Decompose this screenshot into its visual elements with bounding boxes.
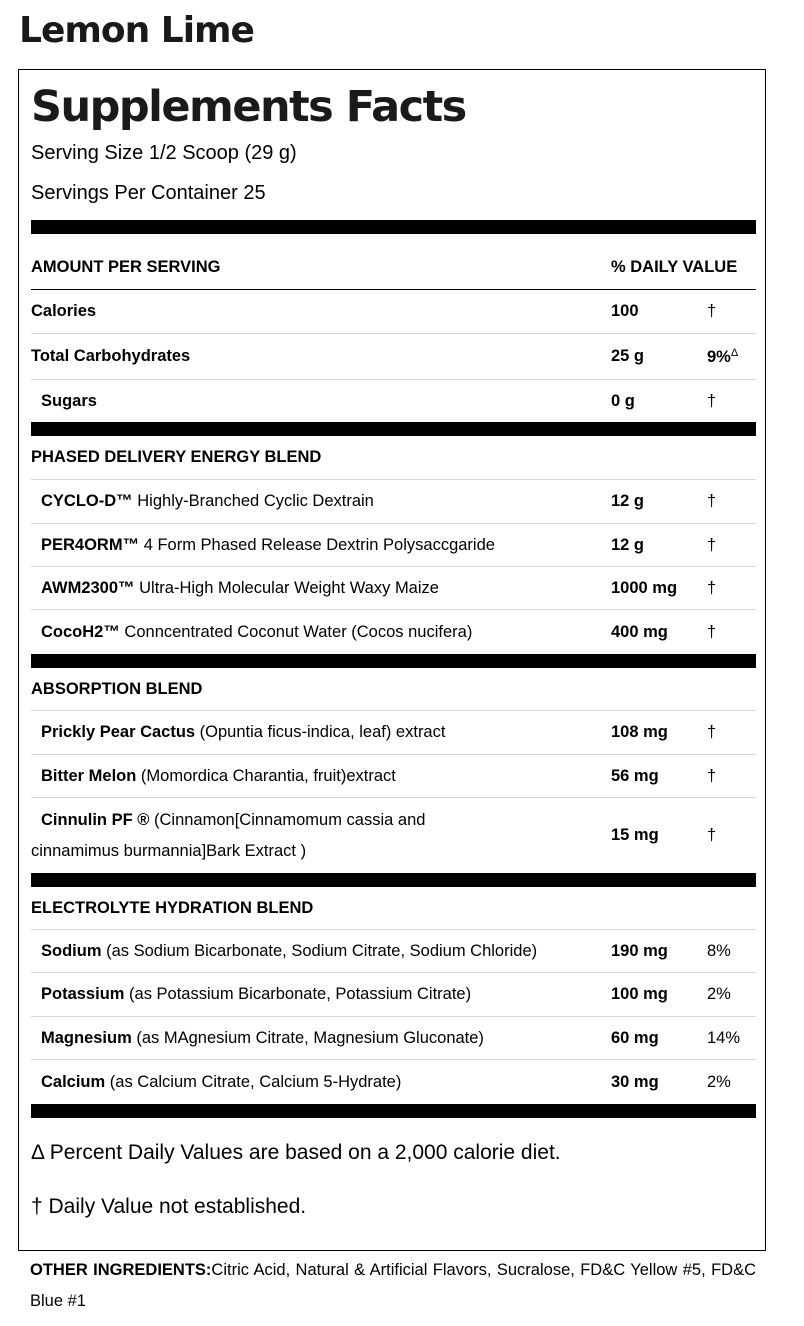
dagger-icon: † (707, 391, 717, 410)
ingredient-row: Magnesium (as MAgnesium Citrate, Magnesium Gluconate) 60 mg 14% (31, 1017, 756, 1060)
ingredient-row: Sodium (as Sodium Bicarbonate, Sodium Citrate, Sodium Chloride) 190 mg 8% (31, 930, 756, 973)
ingredient-row: CYCLO-D™ Highly-Branched Cyclic Dextrain 12 g † (31, 480, 756, 524)
ingredient-row: Calcium (as Calcium Citrate, Calcium 5-Hydrate) 30 mg 2% (41, 1072, 731, 1091)
dagger-icon: † (707, 578, 717, 597)
blend-title-electrolyte: ELECTROLYTE HYDRATION BLEND (31, 887, 756, 930)
other-ingredients-text: Citric Acid, Natural & Artificial Flavors, Sucralose, FD&C Yellow #5, FD&C Blue #1 (30, 1261, 756, 1310)
blend-title-absorption: ABSORPTION BLEND (31, 668, 756, 711)
panel-title: Supplements Facts (31, 82, 466, 132)
thick-divider (31, 220, 756, 234)
ingredient-row: Bitter Melon (Momordica Charantia, fruit)extract 56 mg † (31, 755, 756, 798)
nutrient-row-sugars: Sugars 0 g † (41, 391, 717, 410)
supplement-facts-panel (18, 69, 766, 1251)
ingredient-row: PER4ORM™ 4 Form Phased Release Dextrin Polysaccgaride 12 g † (31, 524, 756, 567)
dagger-icon: † (707, 535, 717, 554)
other-ingredients (30, 1255, 756, 1317)
dagger-icon: † (707, 766, 717, 785)
ingredient-row: Potassium (as Potassium Bicarbonate, Potassium Citrate) 100 mg 2% (31, 973, 756, 1017)
thick-divider (31, 654, 756, 668)
column-header-row (31, 246, 756, 290)
thick-divider (31, 422, 756, 436)
dagger-icon: † (707, 723, 717, 741)
nutrient-row-calories: Calories 100 † (31, 290, 756, 334)
ingredient-row: Prickly Pear Cactus (Opuntia ficus-indica, leaf) extract 108 mg † (31, 711, 756, 755)
servings-per-container: Servings Per Container 25 (31, 182, 266, 204)
dagger-icon: † (707, 302, 717, 320)
serving-size: Serving Size 1/2 Scoop (29 g) (31, 142, 297, 164)
thick-divider (31, 873, 756, 887)
dagger-icon: † (707, 622, 717, 641)
footnote-daily-values: Δ Percent Daily Values are based on a 2,000 calorie diet. (31, 1141, 561, 1164)
amount-per-serving-header: AMOUNT PER SERVING (31, 258, 221, 276)
blend-title-energy: PHASED DELIVERY ENERGY BLEND (31, 436, 756, 480)
dagger-icon: † (707, 826, 717, 844)
ingredient-row: CocoH2™ Conncentrated Coconut Water (Cocos nucifera) 400 mg † (41, 622, 717, 641)
dagger-icon: † (707, 492, 717, 510)
footnote-not-established: † Daily Value not established. (31, 1195, 307, 1218)
daily-value-header: % DAILY VALUE (611, 258, 738, 276)
thick-divider (31, 1104, 756, 1118)
ingredient-row: AWM2300™ Ultra-High Molecular Weight Waxy Maize 1000 mg † (31, 567, 756, 610)
flavor-title: Lemon Lime (19, 10, 254, 51)
ingredient-row: Cinnulin PF ® (Cinnamon[Cinnamomum cassia and cinnamimus burmannia]Bark Extract ) 15 mg † (31, 810, 717, 860)
delta-icon: Δ (730, 346, 739, 359)
nutrient-row-total-carbohydrates: Total Carbohydrates 25 g 9%$^\Delta$ (31, 334, 756, 380)
other-ingredients-label: OTHER INGREDIENTS: (30, 1261, 212, 1279)
